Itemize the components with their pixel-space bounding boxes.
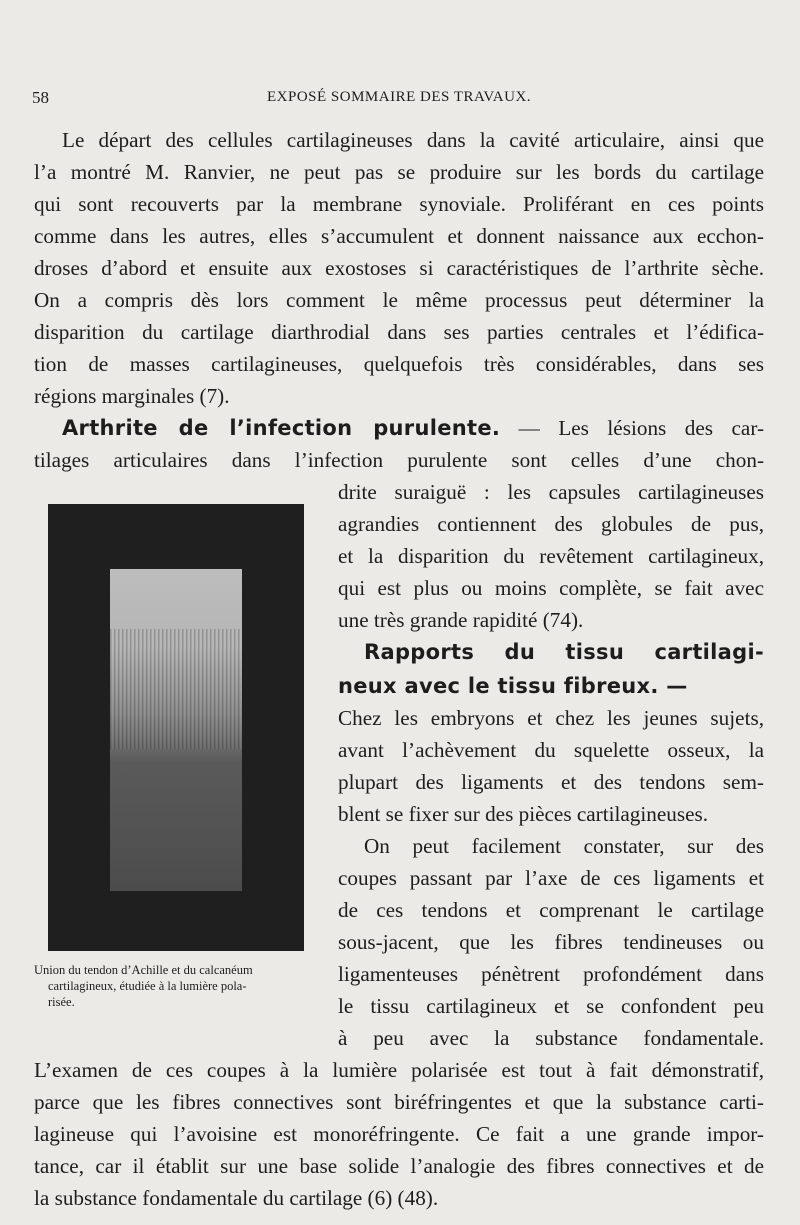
text-line: comme dans les autres, elles s’accumulent et donnent naissance aux ecchon-	[34, 224, 764, 248]
text-line: et la disparition du revêtement cartilagineux,	[338, 544, 764, 568]
text-line: On peut facilement constater, sur des	[364, 834, 764, 858]
text-line: L’examen de ces coupes à la lumière polarisée est tout à fait démonstratif,	[34, 1058, 764, 1082]
text-line: tion de masses cartilagineuses, quelquefois très considérables, dans ses	[34, 352, 764, 376]
text-line: Le départ des cellules cartilagineuses dans la cavité articulaire, ainsi que	[62, 128, 764, 152]
caption-line: Union du tendon d’Achille et du calcanéum	[34, 963, 253, 977]
text-line: Chez les embryons et chez les jeunes sujets,	[338, 706, 764, 730]
text-line: disparition du cartilage diarthrodial dans ses parties centrales et l’édifica-	[34, 320, 764, 344]
text-line: régions marginales (7).	[34, 384, 230, 408]
text-line: parce que les fibres connectives sont biréfringentes et que la substance carti-	[34, 1090, 764, 1114]
text-line: qui est plus ou moins complète, se fait avec	[338, 576, 764, 600]
section-heading-line	[338, 670, 764, 702]
figure-polarized-micrograph	[48, 504, 304, 951]
section-heading-part2: neux avec le tissu fibreux.	[338, 674, 659, 698]
text-line: tance, car il établit sur une base solide l’analogie des fibres connectives et de	[34, 1154, 764, 1178]
text-line: droses d’abord et ensuite aux exostoses si caractéristiques de l’arthrite sèche.	[34, 256, 764, 280]
section-heading: Arthrite de l’infection purulente.	[62, 416, 501, 440]
text-line: lagineuse qui l’avoisine est monoréfringente. Ce fait a une grande impor-	[34, 1122, 764, 1146]
text-line: blent se fixer sur des pièces cartilagineuses.	[338, 802, 709, 826]
text-line: une très grande rapidité (74).	[338, 608, 584, 632]
page-header	[32, 88, 762, 112]
text-line: le tissu cartilagineux et se confondent peu	[338, 994, 764, 1018]
page-number: 58	[32, 88, 49, 107]
text-line: sous-jacent, que les fibres tendineuses ou	[338, 930, 764, 954]
text-line: ligamenteuses pénètrent profondément dans	[338, 962, 764, 986]
section-heading-line	[364, 636, 764, 668]
text-line: coupes passant par l’axe de ces ligaments et	[338, 866, 764, 890]
caption-line: cartilagineux, étudiée à la lumière pola-	[48, 979, 247, 993]
section-heading-line	[62, 412, 764, 444]
text-line: de ces tendons et comprenant le cartilage	[338, 898, 764, 922]
text-line: plupart des ligaments et des tendons sem-	[338, 770, 764, 794]
heading-continuation: — Les lésions des car-	[500, 416, 764, 440]
tissue-section-image	[110, 569, 242, 891]
section-heading-part1: Rapports du tissu cartilagi-	[364, 640, 764, 664]
text-line: à peu avec la substance fondamentale.	[338, 1026, 764, 1050]
text-line: l’a montré M. Ranvier, ne peut pas se produire sur les bords du cartilage	[34, 160, 764, 184]
text-line: qui sont recouverts par la membrane synoviale. Proliférant en ces points	[34, 192, 764, 216]
text-line: la substance fondamentale du cartilage (6) (48).	[34, 1186, 439, 1210]
running-title: EXPOSÉ SOMMAIRE DES TRAVAUX.	[267, 89, 532, 105]
heading-dash: —	[658, 674, 688, 698]
text-line: avant l’achèvement du squelette osseux, la	[338, 738, 764, 762]
text-line: On a compris dès lors comment le même processus peut déterminer la	[34, 288, 764, 312]
figure-caption	[34, 962, 324, 1010]
text-line: drite suraiguë : les capsules cartilagineuses	[338, 480, 764, 504]
fibre-streaks	[110, 629, 242, 749]
caption-line: risée.	[48, 995, 75, 1009]
text-line: agrandies contiennent des globules de pus,	[338, 512, 764, 536]
text-line: tilages articulaires dans l’infection purulente sont celles d’une chon-	[34, 448, 764, 472]
